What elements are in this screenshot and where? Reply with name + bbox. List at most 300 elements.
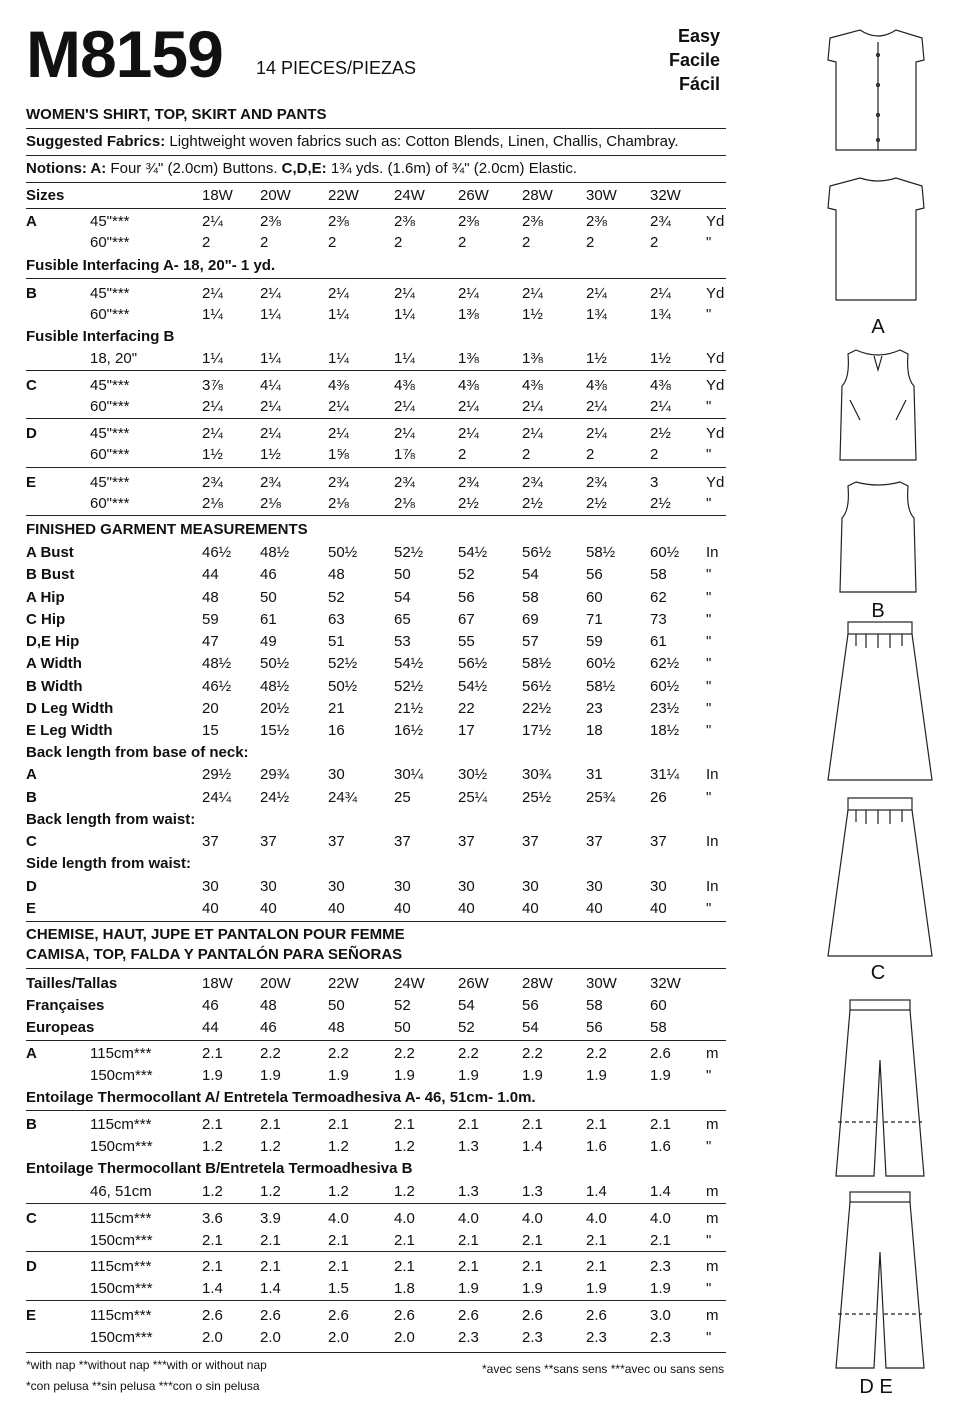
table-cell: 1¾: [586, 306, 607, 323]
table-cell: 2: [650, 446, 659, 463]
table-cell: 1⅜: [522, 350, 543, 367]
view-de-front-illustration: [836, 1000, 924, 1176]
row-width-label: 18, 20": [90, 350, 138, 367]
table-cell: 30: [586, 878, 603, 895]
table-cell: 25¼: [458, 789, 488, 806]
table-cell: 2.1: [458, 1116, 479, 1133]
table-cell: 2: [522, 446, 531, 463]
row-label: D: [26, 878, 37, 895]
table-row: [26, 232, 726, 254]
table-cell: 56: [586, 1019, 603, 1036]
table-cell: 1.2: [394, 1138, 415, 1155]
table-cell: 51: [328, 633, 345, 650]
table-cell: 30: [202, 878, 219, 895]
unit-label: m: [706, 1116, 719, 1133]
row-label: C: [26, 833, 37, 850]
table-cell: 2⅛: [202, 495, 223, 512]
table-cell: 2.6: [458, 1307, 479, 1324]
table-cell: 58: [522, 589, 539, 606]
table-cell: 1.9: [586, 1280, 607, 1297]
row-label: E: [26, 900, 37, 917]
table-cell: 30½: [458, 766, 488, 783]
table-cell: 2.1: [394, 1116, 415, 1133]
table-row: [26, 423, 726, 445]
table-cell: 18½: [650, 722, 680, 739]
table-cell: 40: [328, 900, 345, 917]
unit-label: ": [706, 1329, 712, 1346]
table-cell: 1.2: [260, 1183, 281, 1200]
table-cell: 52: [328, 589, 345, 606]
unit-label: m: [706, 1307, 719, 1324]
table-cell: 40: [522, 900, 539, 917]
table-row: [26, 211, 726, 233]
view-de-label: D E: [859, 1376, 893, 1398]
table-cell: 2.6: [586, 1307, 607, 1324]
table-row: [26, 609, 726, 631]
table-row: [26, 898, 726, 920]
table-cell: 2.1: [328, 1116, 349, 1133]
table-cell: 48: [202, 589, 219, 606]
table-cell: 31¼: [650, 766, 680, 783]
table-cell: 2¾: [586, 474, 607, 491]
table-row: [26, 587, 726, 609]
table-cell: 1.9: [522, 1067, 543, 1084]
unit-label: ": [706, 789, 712, 806]
table-cell: 1.4: [202, 1280, 223, 1297]
table-cell: 4⅜: [586, 377, 607, 394]
table-cell: 2.2: [260, 1045, 281, 1062]
table-row: [26, 1087, 726, 1109]
unit-label: Yd: [706, 350, 725, 367]
table-cell: 48½: [202, 655, 232, 672]
table-cell: 2¼: [586, 398, 607, 415]
table-cell: 4⅜: [328, 377, 349, 394]
row-width-label: 60"***: [90, 306, 130, 323]
table-cell: 65: [394, 611, 411, 628]
table-cell: 2⅜: [328, 213, 349, 230]
table-row: [26, 720, 726, 742]
table-cell: 1½: [522, 306, 543, 323]
table-cell: 2¼: [202, 425, 223, 442]
row-width-label: 60"***: [90, 495, 130, 512]
table-row: [26, 676, 726, 698]
table-cell: 50: [260, 589, 277, 606]
finished-title: FINISHED GARMENT MEASUREMENTS: [26, 521, 308, 538]
table-cell: 2⅛: [260, 495, 281, 512]
table-cell: 37: [522, 833, 539, 850]
table-cell: 2¾: [394, 474, 415, 491]
table-cell: 2¼: [202, 213, 223, 230]
view-b-back-illustration: [840, 482, 916, 592]
table-cell: 54: [522, 1019, 539, 1036]
table-row: [26, 742, 726, 764]
table-cell: 1¼: [202, 350, 223, 367]
table-cell: 2: [458, 234, 467, 251]
table-row: [26, 1256, 726, 1278]
table-cell: 1.9: [394, 1067, 415, 1084]
table-cell: 62: [650, 589, 667, 606]
table-cell: 1½: [260, 446, 281, 463]
unit-label: ": [706, 1232, 712, 1249]
table-cell: 50: [394, 566, 411, 583]
row-width-label: 45"***: [90, 213, 130, 230]
table-cell: 25½: [522, 789, 552, 806]
table-cell: 30¼: [394, 766, 424, 783]
table-cell: 2½: [586, 495, 607, 512]
table-cell: 1.3: [522, 1183, 543, 1200]
table-cell: 1.9: [650, 1280, 671, 1297]
table-row: [26, 396, 726, 418]
table-cell: 2.6: [394, 1307, 415, 1324]
row-label: Side length from waist:: [26, 855, 192, 872]
table-cell: 2: [586, 446, 595, 463]
table-cell: 2: [458, 446, 467, 463]
table-cell: 30: [522, 878, 539, 895]
unit-label: ": [706, 566, 712, 583]
table-cell: 2.6: [202, 1307, 223, 1324]
table-cell: 1.2: [202, 1183, 223, 1200]
table-cell: 48: [328, 566, 345, 583]
table-row: [26, 1158, 726, 1180]
table-row: [26, 326, 726, 348]
unit-label: ": [706, 1067, 712, 1084]
table-cell: 52: [394, 997, 411, 1014]
table-cell: 1.4: [522, 1138, 543, 1155]
french-title: CHEMISE, HAUT, JUPE ET PANTALON POUR FEMME: [26, 926, 405, 943]
table-cell: 2.2: [394, 1045, 415, 1062]
row-label: Françaises: [26, 997, 105, 1014]
size-header-cell: 28W: [522, 187, 553, 204]
table-cell: 2.6: [260, 1307, 281, 1324]
table-cell: 2¾: [328, 474, 349, 491]
difficulty-en: Easy: [677, 26, 720, 46]
table-cell: 24¾: [328, 789, 358, 806]
view-c-back-illustration: [828, 798, 932, 956]
table-cell: 56: [586, 566, 603, 583]
table-cell: 2.1: [202, 1045, 223, 1062]
table-cell: 1⅞: [394, 446, 415, 463]
table-row: [26, 831, 726, 853]
table-cell: 48: [260, 997, 277, 1014]
table-cell: 2¾: [522, 474, 543, 491]
table-cell: 30: [328, 878, 345, 895]
table-cell: 2¼: [458, 425, 479, 442]
row-width-label: 115cm***: [90, 1116, 152, 1133]
table-cell: 58: [586, 997, 603, 1014]
table-cell: 46½: [202, 544, 232, 561]
table-cell: 23: [586, 700, 603, 717]
table-cell: 2.6: [328, 1307, 349, 1324]
table-row: [26, 1181, 726, 1203]
row-width-label: 60"***: [90, 234, 130, 251]
table-cell: 4.0: [394, 1210, 415, 1227]
table-cell: 2¼: [394, 425, 415, 442]
table-cell: 2.1: [328, 1232, 349, 1249]
table-cell: 2⅜: [394, 213, 415, 230]
table-cell: 54½: [458, 544, 488, 561]
row-width-label: 150cm***: [90, 1138, 153, 1155]
table-cell: 46: [202, 997, 219, 1014]
row-width-label: 150cm***: [90, 1280, 153, 1297]
table-cell: 2.1: [650, 1232, 671, 1249]
table-cell: 2.2: [458, 1045, 479, 1062]
unit-label: m: [706, 1183, 719, 1200]
table-cell: 2.6: [650, 1045, 671, 1062]
table-cell: 1.6: [650, 1138, 671, 1155]
table-cell: 2¼: [328, 425, 349, 442]
table-cell: 44: [202, 1019, 219, 1036]
table-cell: 37: [650, 833, 667, 850]
table-cell: 1.8: [394, 1280, 415, 1297]
row-width-label: 115cm***: [90, 1210, 152, 1227]
table-cell: 56: [522, 997, 539, 1014]
table-cell: 1½: [202, 446, 223, 463]
table-cell: 2.2: [522, 1045, 543, 1062]
table-row: [26, 973, 726, 995]
table-cell: 40: [586, 900, 603, 917]
unit-label: ": [706, 900, 712, 917]
table-cell: 18: [586, 722, 603, 739]
table-cell: 58½: [586, 544, 616, 561]
table-cell: 2¾: [260, 474, 281, 491]
table-cell: 56½: [522, 544, 552, 561]
table-cell: 2¼: [260, 425, 281, 442]
table-cell: 2¼: [522, 425, 543, 442]
table-cell: 2¾: [650, 213, 671, 230]
table-cell: 2¼: [260, 285, 281, 302]
size-header-cell: 30W: [586, 187, 617, 204]
table-cell: 2: [394, 234, 403, 251]
unit-label: ": [706, 655, 712, 672]
row-label: E Leg Width: [26, 722, 113, 739]
table-cell: 24W: [394, 975, 425, 992]
row-width-label: 45"***: [90, 425, 130, 442]
row-label: Back length from base of neck:: [26, 744, 249, 761]
table-cell: 2.2: [586, 1045, 607, 1062]
table-cell: 3.9: [260, 1210, 281, 1227]
row-label: A: [26, 1045, 37, 1062]
table-cell: 54: [458, 997, 475, 1014]
table-cell: 1.9: [202, 1067, 223, 1084]
table-cell: 62½: [650, 655, 680, 672]
view-b-front-illustration: [840, 350, 916, 460]
garment-title: WOMEN'S SHIRT, TOP, SKIRT AND PANTS: [26, 106, 327, 123]
table-cell: 30: [260, 878, 277, 895]
table-cell: 1.9: [522, 1280, 543, 1297]
table-cell: 21½: [394, 700, 424, 717]
table-cell: 22W: [328, 975, 359, 992]
table-cell: 4⅜: [458, 377, 479, 394]
table-cell: 2.1: [394, 1232, 415, 1249]
table-cell: 30¾: [522, 766, 552, 783]
table-row: [26, 764, 726, 786]
unit-label: Yd: [706, 377, 725, 394]
unit-label: m: [706, 1210, 719, 1227]
table-cell: 1.2: [394, 1183, 415, 1200]
table-cell: 30W: [586, 975, 617, 992]
table-cell: 2.3: [650, 1329, 671, 1346]
table-cell: 2.1: [650, 1116, 671, 1133]
row-label: C: [26, 377, 37, 394]
sizes-header-row: Sizes 18W 20W 22W 24W 26W 28W 30W 32W: [26, 185, 726, 207]
row-width-label: 60"***: [90, 446, 130, 463]
table-cell: 2.1: [202, 1116, 223, 1133]
table-cell: 40: [394, 900, 411, 917]
table-cell: 47: [202, 633, 219, 650]
table-cell: 16: [328, 722, 345, 739]
table-cell: 2.1: [202, 1232, 223, 1249]
table-cell: 1½: [586, 350, 607, 367]
table-cell: 60½: [586, 655, 616, 672]
view-b-label: B: [871, 600, 885, 622]
table-cell: 2¼: [202, 285, 223, 302]
table-cell: 18W: [202, 975, 233, 992]
table-cell: 52½: [394, 678, 424, 695]
table-cell: 16½: [394, 722, 424, 739]
size-header-cell: 32W: [650, 187, 681, 204]
row-width-label: 45"***: [90, 285, 130, 302]
table-cell: 1.9: [458, 1067, 479, 1084]
table-row: [26, 1208, 726, 1230]
unit-label: Yd: [706, 213, 725, 230]
table-cell: 25: [394, 789, 411, 806]
unit-label: ": [706, 495, 712, 512]
table-cell: 23½: [650, 700, 680, 717]
size-header-cell: 22W: [328, 187, 359, 204]
size-header-cell: 18W: [202, 187, 233, 204]
unit-label: ": [706, 306, 712, 323]
table-cell: 48½: [260, 544, 290, 561]
table-cell: 2½: [458, 495, 479, 512]
table-cell: 71: [586, 611, 603, 628]
table-cell: 2⅛: [328, 495, 349, 512]
table-cell: 4.0: [650, 1210, 671, 1227]
row-label: E: [26, 474, 37, 491]
table-cell: 1⅝: [328, 446, 349, 463]
row-label: Fusible Interfacing B: [26, 328, 175, 345]
table-cell: 57: [522, 633, 539, 650]
table-cell: 50: [328, 997, 345, 1014]
spanish-title: CAMISA, TOP, FALDA Y PANTALÓN PARA SEÑORAS: [26, 946, 403, 963]
row-label: B: [26, 1116, 37, 1133]
table-cell: 52: [458, 566, 475, 583]
table-row: [26, 1327, 726, 1349]
row-width-label: 45"***: [90, 377, 130, 394]
table-cell: 32W: [650, 975, 681, 992]
table-cell: 2¼: [394, 285, 415, 302]
difficulty-es: Fácil: [678, 74, 720, 94]
table-cell: 50: [394, 1019, 411, 1036]
table-cell: 3.0: [650, 1307, 671, 1324]
row-label: D: [26, 425, 37, 442]
table-cell: 2¼: [394, 398, 415, 415]
table-cell: 2.1: [522, 1232, 543, 1249]
table-row: [26, 348, 726, 370]
table-cell: 4⅜: [522, 377, 543, 394]
table-cell: 2¼: [586, 285, 607, 302]
table-cell: 28W: [522, 975, 553, 992]
unit-label: ": [706, 700, 712, 717]
table-cell: 2.1: [522, 1116, 543, 1133]
table-cell: 25¾: [586, 789, 616, 806]
table-cell: 24½: [260, 789, 290, 806]
table-row: [26, 493, 726, 515]
unit-label: In: [706, 544, 719, 561]
unit-label: ": [706, 633, 712, 650]
size-header-cell: 20W: [260, 187, 291, 204]
table-cell: 1.6: [586, 1138, 607, 1155]
row-label: A Hip: [26, 589, 65, 606]
view-a-back-illustration: [828, 178, 924, 300]
table-cell: 48: [328, 1019, 345, 1036]
table-cell: 29½: [202, 766, 232, 783]
table-row: [26, 653, 726, 675]
table-cell: 61: [260, 611, 277, 628]
table-cell: 2⅜: [586, 213, 607, 230]
table-cell: 2.0: [394, 1329, 415, 1346]
table-cell: 2¼: [586, 425, 607, 442]
table-cell: 20: [202, 700, 219, 717]
row-label: Entoilage Thermocollant A/ Entretela Termoadhesiva A- 46, 51cm- 1.0m.: [26, 1089, 536, 1106]
table-cell: 2: [650, 234, 659, 251]
table-cell: 2¼: [522, 398, 543, 415]
table-cell: 67: [458, 611, 475, 628]
table-cell: 50½: [328, 678, 358, 695]
table-cell: 1.3: [458, 1183, 479, 1200]
table-cell: 60: [586, 589, 603, 606]
table-cell: 44: [202, 566, 219, 583]
table-cell: 2.1: [260, 1258, 281, 1275]
table-cell: 2.1: [394, 1258, 415, 1275]
table-cell: 2.0: [202, 1329, 223, 1346]
table-cell: 1⅜: [458, 306, 479, 323]
table-cell: 73: [650, 611, 667, 628]
view-c-front-illustration: [828, 622, 932, 780]
unit-label: ": [706, 678, 712, 695]
table-row: [26, 1136, 726, 1158]
table-cell: 17: [458, 722, 475, 739]
table-cell: 1½: [650, 350, 671, 367]
view-c-label: C: [870, 962, 886, 984]
row-label: C Hip: [26, 611, 66, 628]
table-cell: 37: [586, 833, 603, 850]
table-cell: 1.2: [328, 1183, 349, 1200]
row-width-label: 150cm***: [90, 1067, 153, 1084]
unit-label: ": [706, 446, 712, 463]
table-cell: 2⅛: [394, 495, 415, 512]
row-width-label: 45"***: [90, 474, 130, 491]
row-label: Tailles/Tallas: [26, 975, 118, 992]
table-cell: 59: [202, 611, 219, 628]
row-label: E: [26, 1307, 37, 1324]
table-cell: 37: [328, 833, 345, 850]
table-cell: 58½: [586, 678, 616, 695]
table-cell: 1.2: [202, 1138, 223, 1155]
table-cell: 52½: [394, 544, 424, 561]
row-width-label: 115cm***: [90, 1045, 152, 1062]
table-cell: 2¼: [260, 398, 281, 415]
unit-label: In: [706, 766, 719, 783]
unit-label: ": [706, 398, 712, 415]
table-row: [26, 809, 726, 831]
table-cell: 2.1: [586, 1232, 607, 1249]
table-cell: 22: [458, 700, 475, 717]
size-header-cell: 24W: [394, 187, 425, 204]
unit-label: ": [706, 611, 712, 628]
table-cell: 1.5: [328, 1280, 349, 1297]
table-cell: 4⅜: [650, 377, 671, 394]
table-cell: 30: [394, 878, 411, 895]
